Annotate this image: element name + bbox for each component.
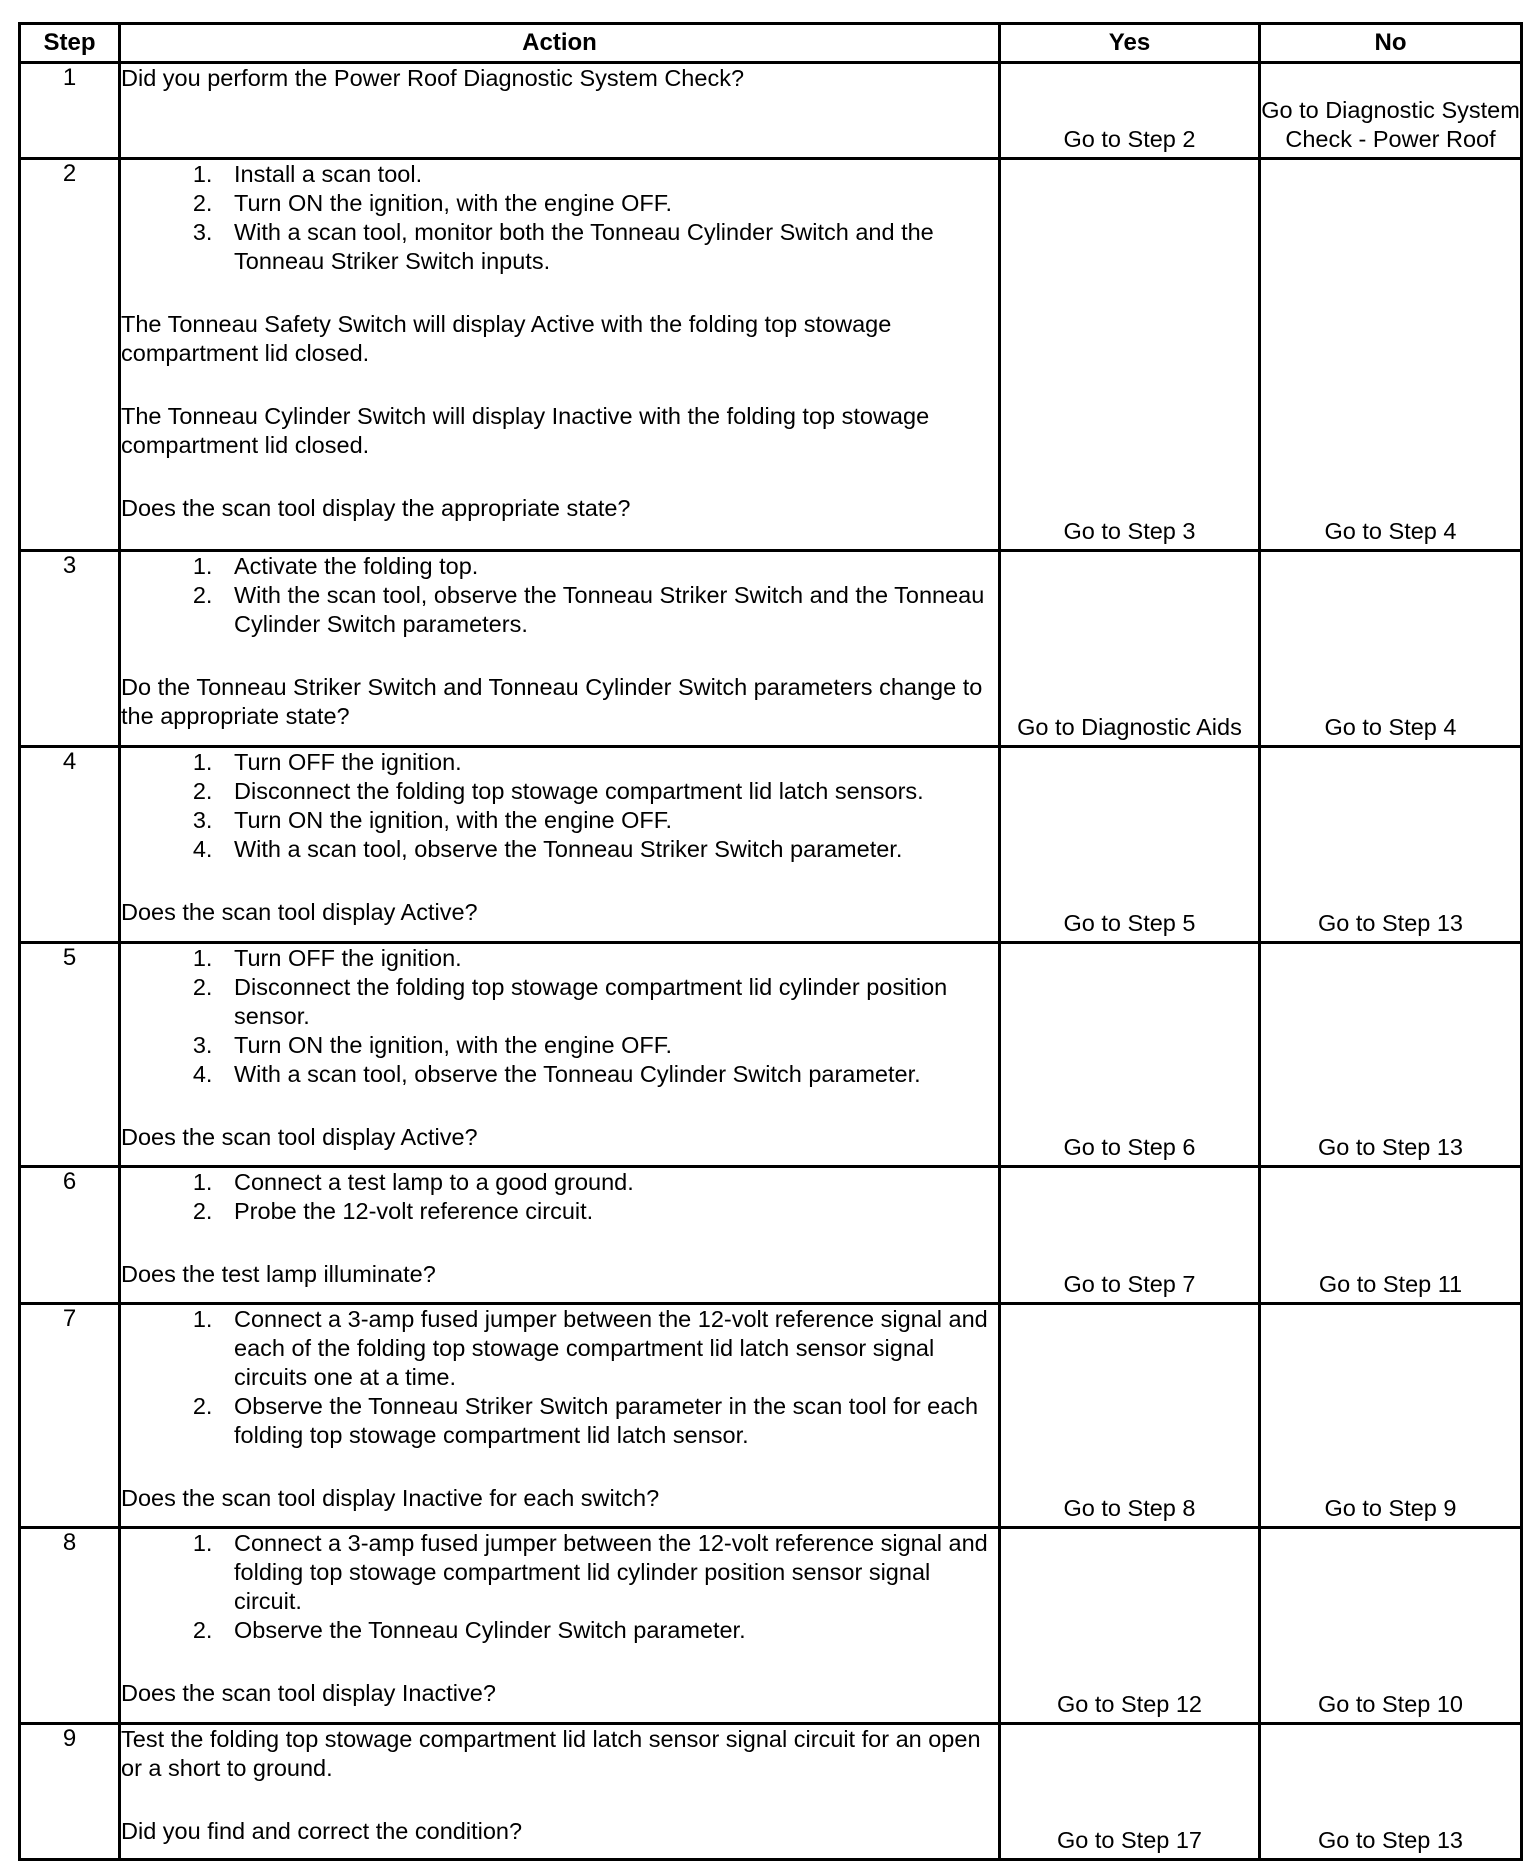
question-text: Did you perform the Power Roof Diagnostic System Check? — [121, 65, 745, 91]
yes-answer: Go to Step 2 — [1063, 126, 1196, 152]
table-row — [20, 1304, 1522, 1528]
action-cell — [120, 1167, 1000, 1304]
action-step: 1. Connect a 3-amp fused jumper between the 12-volt reference signal and each of the folding top stowage compartment lid latch sensor signal circuits one at a time. — [219, 1305, 998, 1392]
question-text: Did you find and correct the condition? — [121, 1818, 523, 1844]
table-row — [20, 1724, 1522, 1860]
action-step: 1. Connect a test lamp to a good ground. — [219, 1168, 998, 1197]
no-answer: Go to Step 13 — [1317, 910, 1464, 936]
action-step: 4. With a scan tool, observe the Tonneau Cylinder Switch parameter. — [219, 1060, 998, 1089]
no-answer: Go to Step 11 — [1318, 1271, 1463, 1297]
header-no: No — [1260, 24, 1522, 63]
table-row — [20, 747, 1522, 943]
action-step: 2. Disconnect the folding top stowage compartment lid latch sensors. — [219, 777, 998, 806]
question-text: Does the test lamp illuminate? — [121, 1261, 436, 1287]
table-row — [20, 943, 1522, 1167]
action-step: 2. With the scan tool, observe the Tonneau Striker Switch and the Tonneau Cylinder Switch parameters. — [219, 581, 998, 639]
yes-answer: Go to Step 3 — [1063, 518, 1196, 544]
header-action: Action — [120, 24, 1000, 63]
action-step: 2. Probe the 12-volt reference circuit. — [219, 1197, 998, 1226]
action-step: 2. Disconnect the folding top stowage compartment lid cylinder position sensor. — [219, 973, 998, 1031]
action-step: 1. Activate the folding top. — [219, 552, 998, 581]
action-steps — [121, 748, 998, 864]
step-number: 2 — [20, 159, 120, 551]
diagnostic-table — [18, 22, 1523, 1861]
question-text: Does the scan tool display the appropriate state? — [121, 495, 631, 521]
note-text: The Tonneau Safety Switch will display Active with the folding top stowage compartment lid closed. — [121, 311, 892, 366]
header-row — [20, 24, 1522, 63]
note-text: Test the folding top stowage compartment lid latch sensor signal circuit for an open or a short to ground. — [121, 1726, 981, 1781]
action-steps — [121, 552, 998, 639]
step-number: 7 — [20, 1304, 120, 1528]
yes-answer: Go to Step 5 — [1063, 910, 1196, 936]
action-cell — [120, 63, 1000, 159]
action-cell — [120, 1304, 1000, 1528]
action-step: 2. Observe the Tonneau Cylinder Switch parameter. — [219, 1616, 998, 1645]
action-steps — [121, 160, 998, 276]
action-step: 2. Observe the Tonneau Striker Switch parameter in the scan tool for each folding top stowage compartment lid latch sensor. — [219, 1392, 998, 1450]
action-step: 3. Turn ON the ignition, with the engine OFF. — [219, 806, 998, 835]
yes-cell — [1000, 1724, 1260, 1860]
action-cell — [120, 943, 1000, 1167]
action-step: 1. Turn OFF the ignition. — [219, 748, 998, 777]
action-steps — [121, 1168, 998, 1226]
table-row — [20, 551, 1522, 747]
yes-answer: Go to Diagnostic Aids — [1017, 714, 1242, 740]
table-row — [20, 1167, 1522, 1304]
step-number: 3 — [20, 551, 120, 747]
yes-cell — [1000, 159, 1260, 551]
action-cell — [120, 551, 1000, 747]
action-cell — [120, 1528, 1000, 1724]
note-text: The Tonneau Cylinder Switch will display Inactive with the folding top stowage compartment lid closed. — [121, 403, 930, 458]
yes-answer: Go to Step 6 — [1063, 1134, 1196, 1160]
table-row — [20, 63, 1522, 159]
yes-answer: Go to Step 8 — [1063, 1495, 1196, 1521]
question-text: Does the scan tool display Inactive? — [121, 1680, 496, 1706]
question-text: Do the Tonneau Striker Switch and Tonneau Cylinder Switch parameters change to the appropriate state? — [121, 674, 983, 729]
action-step: 1. Install a scan tool. — [219, 160, 998, 189]
no-cell — [1260, 943, 1522, 1167]
action-cell — [120, 159, 1000, 551]
table-row — [20, 159, 1522, 551]
yes-cell — [1000, 943, 1260, 1167]
yes-cell — [1000, 1167, 1260, 1304]
yes-cell — [1000, 1528, 1260, 1724]
action-steps — [121, 1305, 998, 1450]
header-step: Step — [20, 24, 120, 63]
no-cell — [1260, 551, 1522, 747]
table-row — [20, 1528, 1522, 1724]
header-yes: Yes — [1000, 24, 1260, 63]
action-steps — [121, 1529, 998, 1645]
no-answer: Go to Step 9 — [1324, 1495, 1457, 1521]
no-answer: Go to Step 4 — [1324, 714, 1457, 740]
yes-cell — [1000, 747, 1260, 943]
action-step: 3. With a scan tool, monitor both the Tonneau Cylinder Switch and the Tonneau Striker Switch inputs. — [219, 218, 998, 276]
action-steps — [121, 944, 998, 1089]
yes-answer: Go to Step 12 — [1056, 1691, 1203, 1717]
question-text: Does the scan tool display Inactive for each switch? — [121, 1485, 660, 1511]
step-number: 8 — [20, 1528, 120, 1724]
no-cell — [1260, 1304, 1522, 1528]
no-answer: Go to Step 13 — [1317, 1827, 1464, 1853]
yes-cell — [1000, 551, 1260, 747]
no-answer: Go to Step 10 — [1317, 1691, 1464, 1717]
no-answer: Go to Step 13 — [1317, 1134, 1464, 1160]
question-text: Does the scan tool display Active? — [121, 1124, 478, 1150]
no-cell — [1260, 159, 1522, 551]
no-cell — [1260, 1528, 1522, 1724]
action-step: 1. Turn OFF the ignition. — [219, 944, 998, 973]
no-answer: Go to Diagnostic System Check - Power Roof — [1261, 97, 1520, 152]
step-number: 9 — [20, 1724, 120, 1860]
step-number: 5 — [20, 943, 120, 1167]
action-step: 1. Connect a 3-amp fused jumper between the 12-volt reference signal and folding top stowage compartment lid cylinder position sensor signal circuit. — [219, 1529, 998, 1616]
question-text: Does the scan tool display Active? — [121, 899, 478, 925]
yes-answer: Go to Step 17 — [1056, 1827, 1203, 1853]
action-cell — [120, 747, 1000, 943]
no-cell — [1260, 1167, 1522, 1304]
yes-cell — [1000, 1304, 1260, 1528]
action-step: 2. Turn ON the ignition, with the engine OFF. — [219, 189, 998, 218]
no-cell — [1260, 1724, 1522, 1860]
no-cell — [1260, 747, 1522, 943]
yes-answer: Go to Step 7 — [1063, 1271, 1196, 1297]
no-answer: Go to Step 4 — [1324, 518, 1457, 544]
no-cell — [1260, 63, 1522, 159]
step-number: 6 — [20, 1167, 120, 1304]
step-number: 1 — [20, 63, 120, 159]
step-number: 4 — [20, 747, 120, 943]
yes-cell — [1000, 63, 1260, 159]
action-step: 4. With a scan tool, observe the Tonneau Striker Switch parameter. — [219, 835, 998, 864]
action-cell — [120, 1724, 1000, 1860]
action-step: 3. Turn ON the ignition, with the engine OFF. — [219, 1031, 998, 1060]
